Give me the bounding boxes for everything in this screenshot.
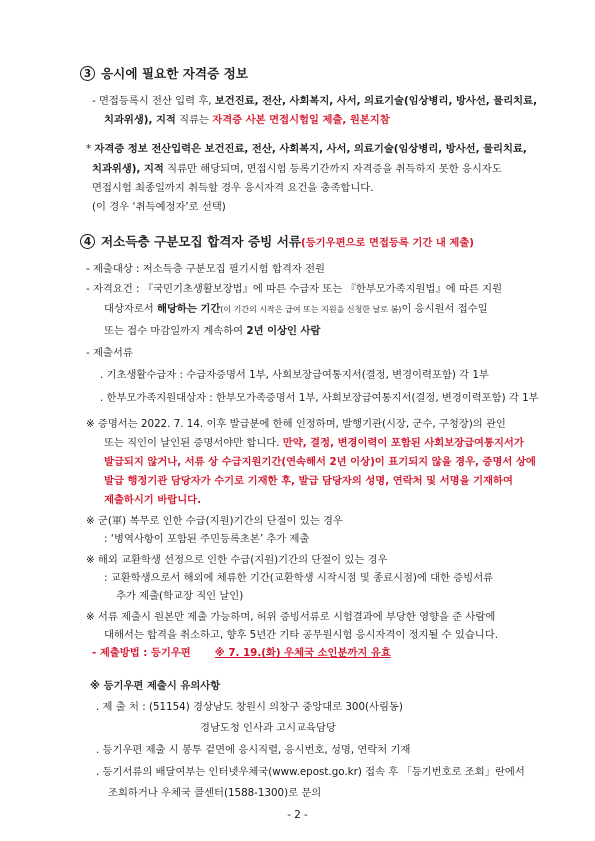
certificate-note-1: ※ 증명서는 2022. 7. 14. 이후 발급분에 한해 인정하며, 발행기관(시장, 군수, 구청장)의 관인 [86, 418, 506, 430]
deadline-note: ※ 7. 19.(화) 우체국 소인분까지 유효 [214, 647, 391, 659]
eligibility-line-3: 또는 접수 마감일까지 계속하여 2년 이상인 사람 [104, 325, 321, 337]
mail-address-line-1: . 제 출 처 : (51154) 경상남도 창원시 의창구 중앙대로 300(사림동) [96, 701, 403, 713]
envelope-note: . 등기우편 제출 시 봉투 겉면에 응시직렬, 응시번호, 성명, 연락처 기재 [96, 744, 411, 756]
section-4-number: 4 [80, 234, 95, 249]
mail-notes-title: ※ 등기우편 제출시 유의사항 [90, 680, 221, 692]
exchange-note-3: 추가 제출(학교장 직인 날인) [116, 590, 244, 602]
section-4-heading [80, 234, 474, 251]
tracking-note-2: 조회하거나 우체국 콜센터(1588-1300)로 문의 [108, 787, 322, 799]
certificate-note-5: 제출하시기 바랍니다. [104, 494, 202, 506]
eligibility-line-1: - 자격요건 : 『국민기초생활보장법』에 따른 수급자 또는 『한부모가족지원법』에 따른 지원 [86, 283, 503, 295]
page-number: - 2 - [287, 809, 308, 821]
section-3-title: 응시에 필요한 자격증 정보 [101, 66, 248, 81]
sec3-line-2: 치과위생), 지적 직류는 자격증 사본 면접시험일 제출, 원본지참 [104, 114, 390, 126]
eligibility-line-2: 대상자로서 해당하는 기간(이 기간의 시작은 급여 또는 지원을 신청한 날로 봄)이 응시원서 접수일 [104, 303, 488, 315]
original-docs-note-2: 대해서는 합격을 취소하고, 향후 5년간 기타 공무원시험 응시자격이 정지될 수 있습니다. [104, 629, 498, 641]
sec3-note-4: (이 경우 ‘취득예정자’로 선택) [92, 201, 226, 213]
original-docs-note-1: ※ 서류 제출시 원본만 제출 가능하며, 허위 증빙서류로 시험결과에 부당한 영향을 준 사람에 [86, 611, 496, 623]
mail-address-line-2: 경남도청 인사과 고시교육담당 [200, 722, 336, 734]
military-note-2: : ‘병역사항이 포함된 주민등록초본’ 추가 제출 [104, 533, 310, 545]
tracking-note-1: . 등기서류의 배달여부는 인터넷우체국(www.epost.go.kr) 접속 후 「등기번호로 조회」란에서 [96, 766, 525, 778]
exchange-note-2: : 교환학생으로서 해외에 체류한 기간(교환학생 시작시점 및 종료시점)에 대한 증빙서류 [104, 572, 494, 584]
sec3-line-1: - 면접등록시 전산 입력 후, 보건진료, 전산, 사회복지, 사서, 의료기술(임상병리, 방사선, 물리치료, [92, 95, 537, 107]
military-note-1: ※ 군(軍) 복무로 인한 수급(지원)기간의 단절이 있는 경우 [86, 515, 343, 527]
submit-method: - 제출방법 : 등기우편 ※ 7. 19.(화) 우체국 소인분까지 유효 [92, 647, 391, 659]
certificate-note-3: 발급되지 않거나, 서류 상 수급지원기간(연속해서 2년 이상)이 표기되지 않을 경우, 증명서 상에 [104, 456, 536, 468]
sec3-note-3: 면접시험 최종일까지 취득할 경우 응시자격 요건을 충족합니다. [92, 182, 374, 194]
section-4-title-note: (등기우편으로 면접등록 기간 내 제출) [301, 237, 474, 249]
section-3-heading [80, 66, 248, 82]
section-4-title: 저소득층 구분모집 합격자 증빙 서류 [101, 234, 302, 249]
document-item-1: . 기초생활수급자 : 수급자증명서 1부, 사회보장급여통지서(결정, 변경이력포함) 각 1부 [100, 369, 489, 381]
certificate-note-4: 발급 행정기관 담당자가 수기로 기재한 후, 발급 담당자의 성명, 연락처 및 서명을 기재하여 [104, 475, 513, 487]
sec3-note-2: 치과위생), 지적 직류만 해당되며, 면접시험 등록기간까지 자격증을 취득하지 못한 응시자도 [92, 163, 502, 175]
sec3-note-1: * 자격증 정보 전산입력은 보건진료, 전산, 사회복지, 사서, 의료기술(임상병리, 방사선, 물리치료, [86, 143, 527, 155]
exchange-note-1: ※ 해외 교환학생 선정으로 인한 수급(지원)기간의 단절이 있는 경우 [86, 554, 388, 566]
documents-label: - 제출서류 [86, 347, 133, 359]
submit-target: - 제출대상 : 저소득층 구분모집 필기시험 합격자 전원 [86, 263, 325, 275]
section-3-number: 3 [80, 66, 95, 81]
document-item-2: . 한부모가족지원대상자 : 한부모가족증명서 1부, 사회보장급여통지서(결정, 변경이력포함) 각 1부 [100, 392, 539, 404]
certificate-note-2: 또는 직인이 날인된 증명서야만 합니다. 만약, 결정, 변경이력이 포함된 사회보장급여통지서가 [104, 437, 524, 449]
